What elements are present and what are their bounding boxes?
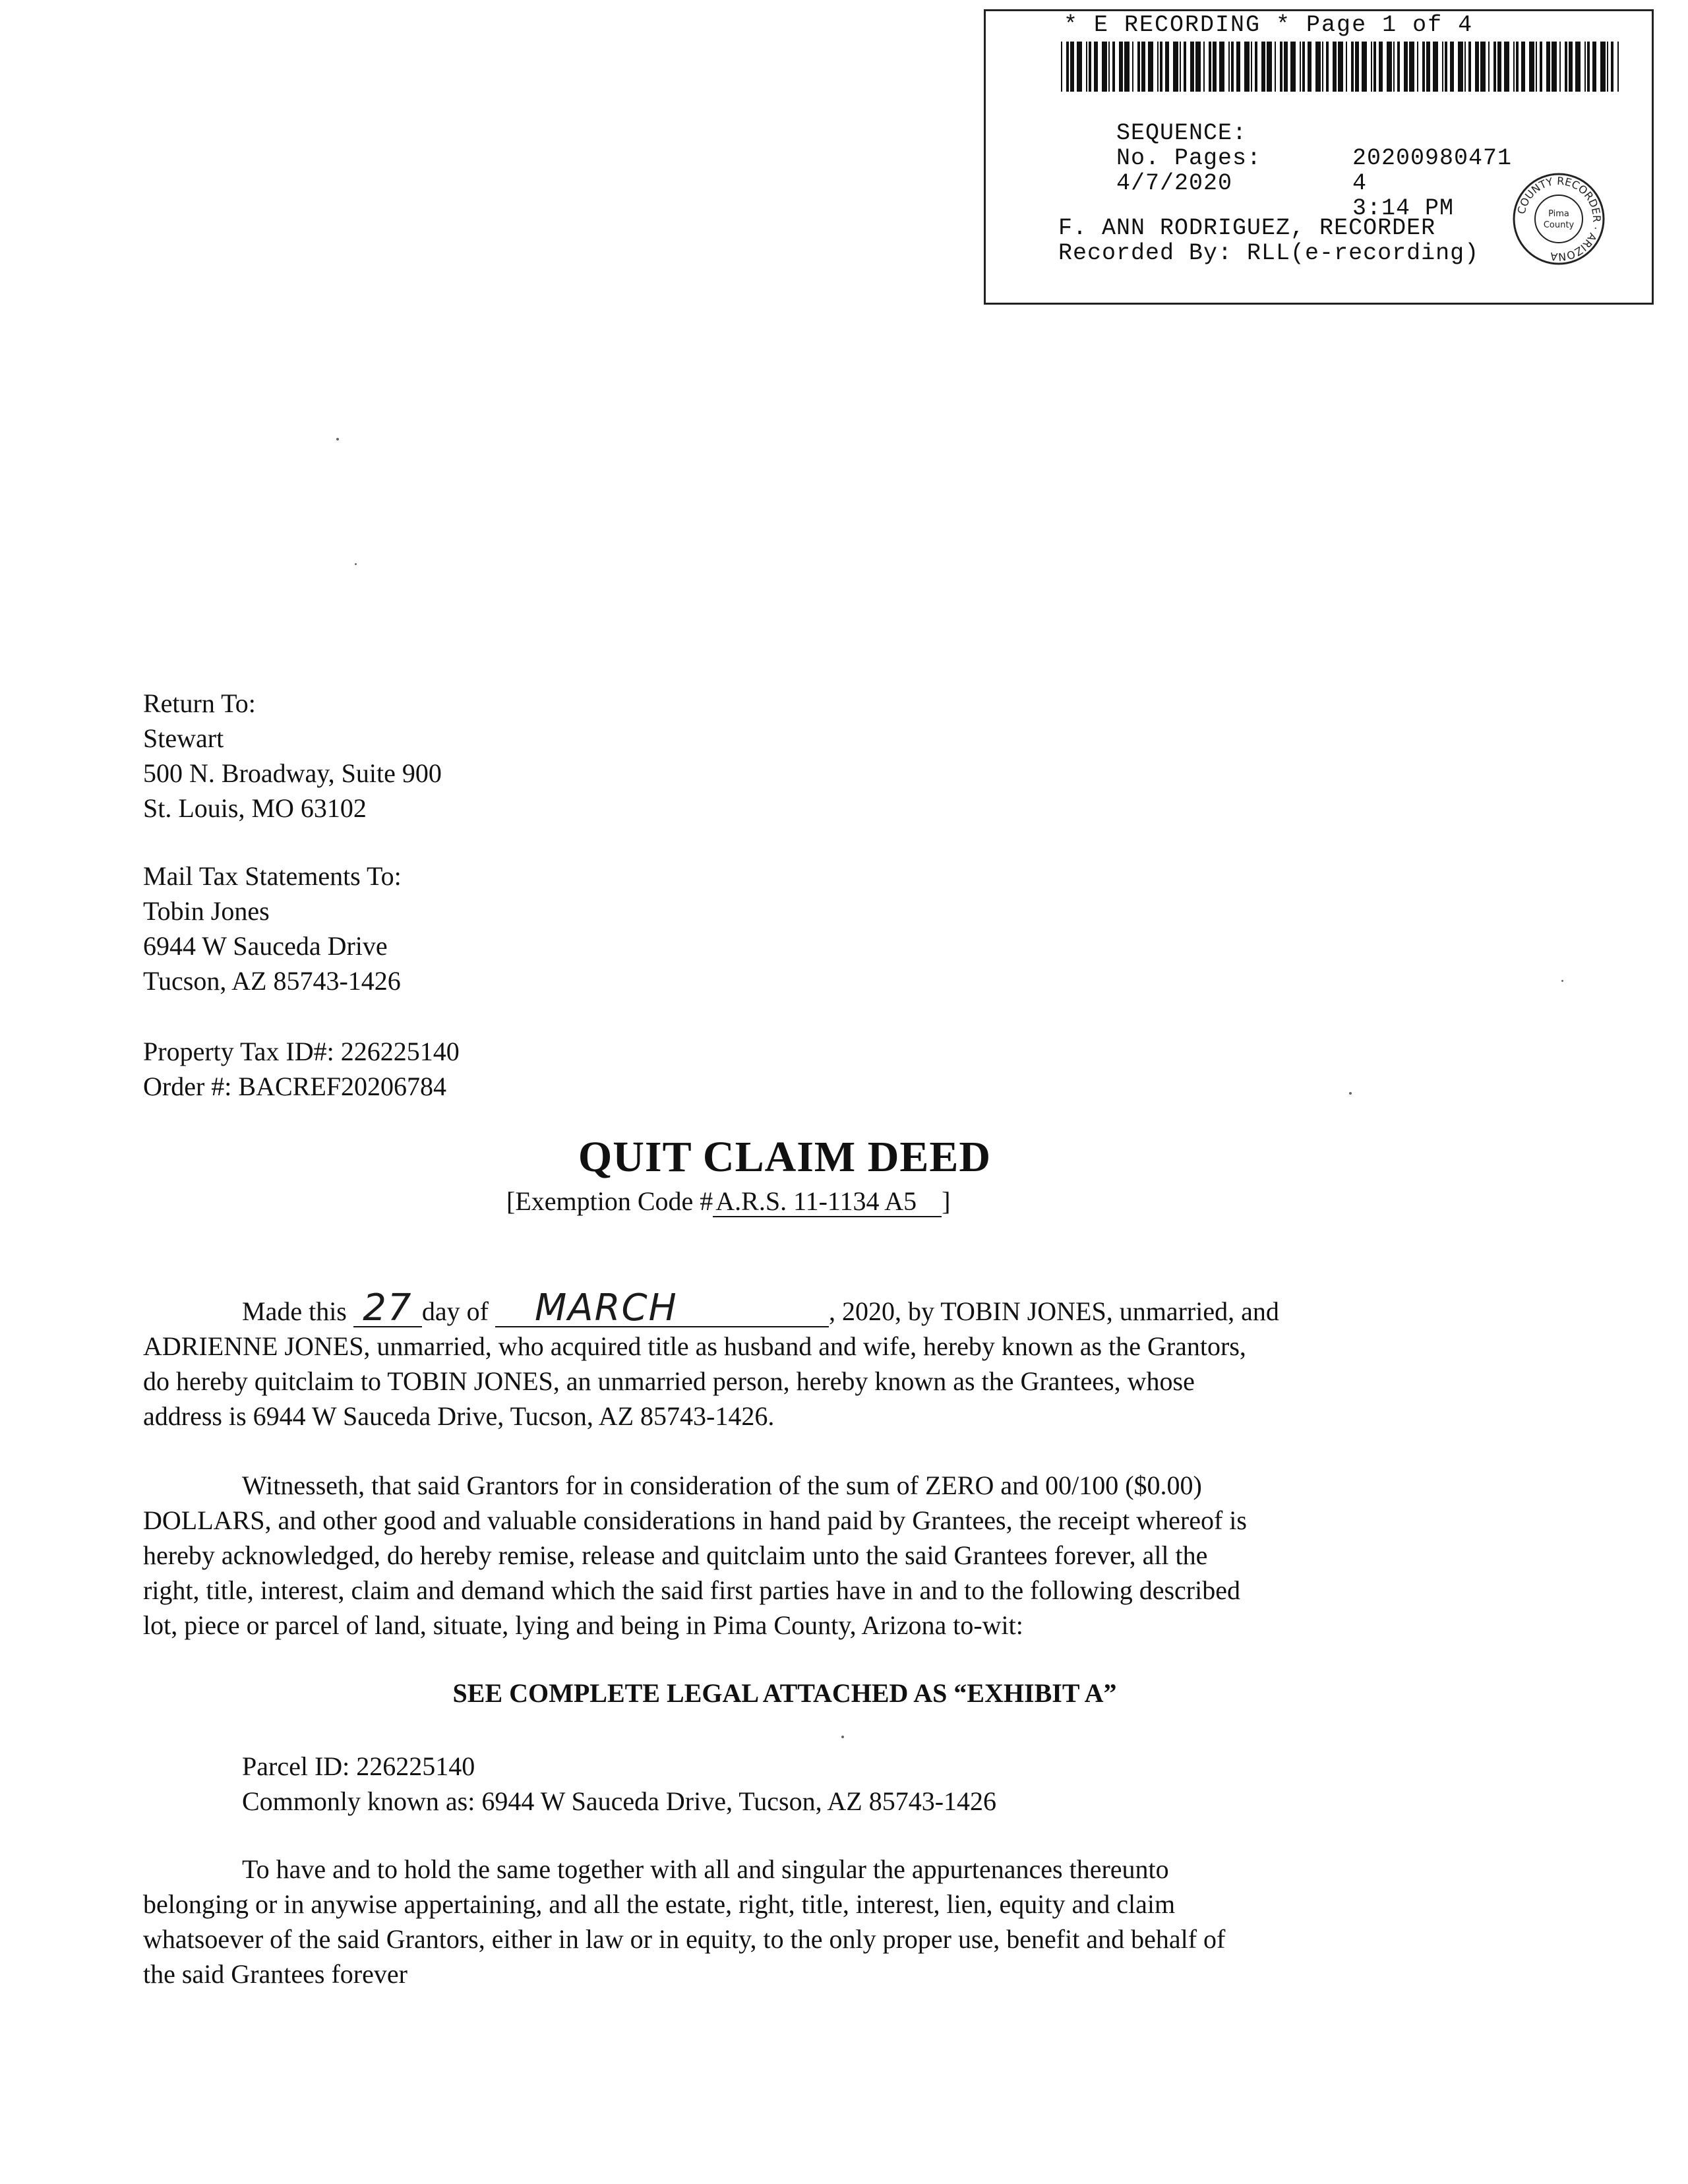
pages-value: 4: [1352, 170, 1368, 197]
witnesseth-paragraph: [143, 1468, 1247, 1643]
habendum-line: To have and to hold the same together with all and singular the appurtenances thereunto: [242, 1854, 1169, 1884]
scan-speck: [355, 563, 357, 565]
made-this-line: do hereby quitclaim to TOBIN JONES, an unmarried person, hereby known as the Grantees, whose: [143, 1366, 1195, 1396]
sequence-label: SEQUENCE:: [1116, 120, 1248, 146]
habendum-line: belonging or in anywise appertaining, and all the estate, right, title, interest, lien, equity and claim: [143, 1889, 1176, 1919]
svg-text:Pima: Pima: [1548, 209, 1569, 219]
record-time: 3:14 PM: [1352, 195, 1455, 222]
recording-stamp: [984, 9, 1654, 305]
ids-block: [143, 1034, 460, 1104]
parcel-id: Parcel ID: 226225140: [242, 1751, 475, 1781]
habendum-line: the said Grantees forever: [143, 1959, 407, 1989]
svg-text:COUNTY RECORDER · ARIZONA: COUNTY RECORDER · ARIZONA: [1515, 174, 1604, 264]
mail-tax-line: Tucson, AZ 85743-1426: [143, 966, 401, 996]
mail-tax-block: [143, 859, 402, 998]
handwritten-day: 27: [363, 1287, 413, 1329]
scan-speck: [336, 438, 339, 440]
exemption-code: [506, 1186, 950, 1217]
exemption-prefix: [Exemption Code #: [506, 1186, 713, 1216]
scan-speck: [1561, 980, 1563, 982]
stamp-header: * E RECORDING * Page 1 of 4: [1064, 12, 1474, 38]
habendum-line: whatsoever of the said Grantors, either in law or in equity, to the only proper use, benefit and behalf of: [143, 1924, 1226, 1954]
return-to-line: 500 N. Broadway, Suite 900: [143, 758, 442, 788]
recorded-by: Recorded By: RLL(e-recording): [1058, 240, 1480, 266]
parcel-address: Commonly known as: 6944 W Sauceda Drive, Tucson, AZ 85743-1426: [242, 1786, 997, 1816]
witnesseth-line: DOLLARS, and other good and valuable considerations in hand paid by Grantees, the receipt whereof is: [143, 1505, 1247, 1535]
see-legal-heading: SEE COMPLETE LEGAL ATTACHED AS “EXHIBIT A”: [452, 1678, 1117, 1708]
barcode-icon: [1061, 42, 1619, 92]
mail-tax-line: Tobin Jones: [143, 896, 270, 926]
county-seal-icon: [1512, 172, 1606, 266]
pages-label: No. Pages:: [1116, 145, 1262, 171]
mail-tax-line: 6944 W Sauceda Drive: [143, 931, 388, 961]
made-this-paragraph: [143, 1287, 1279, 1434]
return-to-line: St. Louis, MO 63102: [143, 793, 367, 823]
made-this-line: ADRIENNE JONES, unmarried, who acquired title as husband and wife, hereby known as the Grantors,: [143, 1331, 1246, 1361]
deed-title: QUIT CLAIM DEED: [578, 1133, 992, 1181]
order-number: Order #: BACREF20206784: [143, 1072, 446, 1101]
witnesseth-line: Witnesseth, that said Grantors for in consideration of the sum of ZERO and 00/100 ($0.00): [242, 1471, 1202, 1500]
sequence-value: 20200980471: [1352, 145, 1513, 171]
made-this-label: Made this: [242, 1296, 347, 1326]
made-this-rest: , 2020, by TOBIN JONES, unmarried, and: [828, 1296, 1279, 1326]
scan-speck: [841, 1736, 844, 1738]
exemption-code-value: A.R.S. 11-1134 A5: [713, 1187, 942, 1217]
day-of-label: day of: [421, 1296, 489, 1326]
recorder-name: F. ANN RODRIGUEZ, RECORDER: [1058, 215, 1436, 241]
return-to-label: Return To:: [143, 688, 256, 718]
property-tax-id: Property Tax ID#: 226225140: [143, 1037, 460, 1066]
witnesseth-line: lot, piece or parcel of land, situate, lying and being in Pima County, Arizona to-wit:: [143, 1610, 1023, 1640]
mail-tax-label: Mail Tax Statements To:: [143, 861, 402, 891]
made-this-line: address is 6944 W Sauceda Drive, Tucson, AZ 85743-1426.: [143, 1401, 775, 1431]
scan-speck: [1349, 1092, 1352, 1095]
record-date: 4/7/2020: [1116, 170, 1233, 197]
return-to-block: [143, 686, 442, 826]
handwritten-month: MARCH: [534, 1287, 678, 1329]
exemption-suffix: ]: [942, 1186, 951, 1216]
witnesseth-line: hereby acknowledged, do hereby remise, release and quitclaim unto the said Grantees forever, all the: [143, 1540, 1208, 1570]
witnesseth-line: right, title, interest, claim and demand which the said first parties have in and to the following described: [143, 1575, 1240, 1605]
return-to-line: Stewart: [143, 723, 224, 753]
svg-text:County: County: [1543, 220, 1575, 230]
parcel-block: [242, 1749, 996, 1819]
habendum-paragraph: [143, 1852, 1225, 1991]
